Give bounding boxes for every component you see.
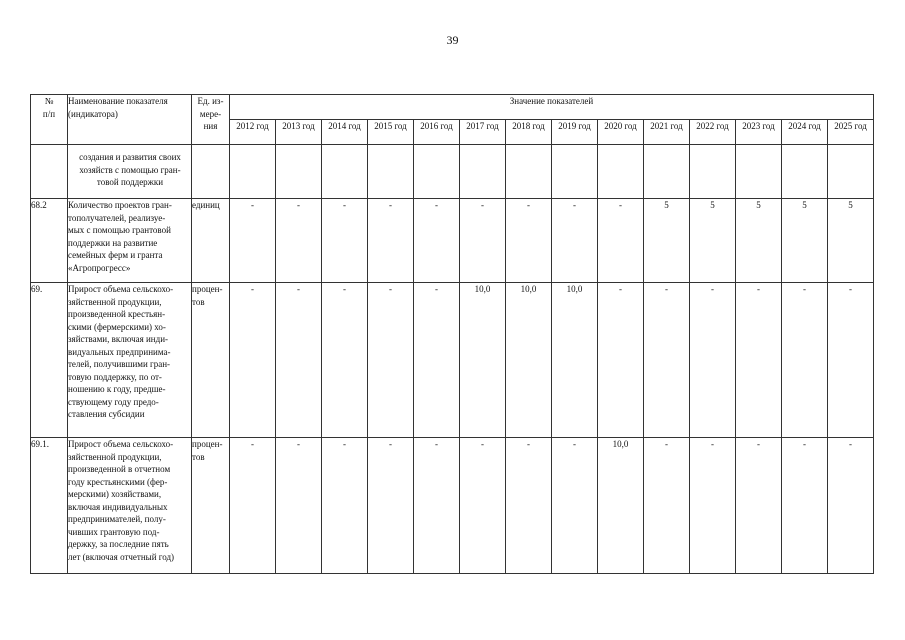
indicator-name-line: ствующему году предо- — [68, 396, 159, 407]
header-year: 2019 год — [552, 120, 598, 145]
indicator-name-line: ношению к году, предше- — [68, 384, 166, 394]
value-cell: - — [230, 283, 276, 438]
value-cell: - — [828, 438, 874, 574]
value-cell: - — [644, 438, 690, 574]
value-cell — [322, 145, 368, 199]
table-header-row — [31, 95, 874, 120]
page-number: 39 — [446, 33, 459, 47]
value-cell — [414, 145, 460, 199]
value-cell: - — [322, 438, 368, 574]
row-number — [31, 145, 68, 199]
value-cell — [460, 145, 506, 199]
indicator-name-line: лет (включая отчетный год) — [68, 551, 175, 562]
value-cell: 10,0 — [506, 283, 552, 438]
header-year: 2021 год — [644, 120, 690, 145]
table-row — [31, 145, 874, 199]
header-year: 2017 год — [460, 120, 506, 145]
value-cell: - — [598, 199, 644, 283]
row-number: 69.1. — [31, 438, 68, 574]
value-cell: - — [414, 283, 460, 438]
value-cell: - — [414, 438, 460, 574]
indicator-name-line: телей, получившими гран- — [68, 359, 171, 369]
header-year: 2018 год — [506, 120, 552, 145]
indicator-name-line: году крестьянскими (фер- — [68, 476, 168, 487]
indicator-name-line: мерскими) хозяйствами, — [68, 489, 162, 499]
header-year: 2013 год — [276, 120, 322, 145]
value-cell — [736, 145, 782, 199]
value-cell: 5 — [644, 199, 690, 283]
indicator-name-line: создания и развития своих — [79, 152, 181, 162]
value-cell — [690, 145, 736, 199]
indicator-name-line: видуальных предпринима- — [68, 346, 171, 357]
indicator-name-line: тополучателей, реализуе- — [68, 212, 166, 223]
value-cell: - — [276, 199, 322, 283]
indicator-name-line: зяйствами, включая инди- — [68, 334, 169, 344]
header-year: 2012 год — [230, 120, 276, 145]
row-number: 68.2 — [31, 199, 68, 283]
indicator-name-line: зяйственной продукции, — [68, 451, 162, 462]
header-number: № п/п — [31, 95, 68, 145]
indicator-name-line: поддержки на развитие — [68, 237, 158, 248]
value-cell — [644, 145, 690, 199]
value-cell: - — [460, 438, 506, 574]
indicators-table — [30, 94, 874, 574]
unit-line: тов — [192, 296, 205, 307]
value-cell: - — [690, 283, 736, 438]
row-number: 69. — [31, 283, 68, 438]
table-row — [31, 199, 874, 283]
unit-line: процен- — [192, 284, 223, 294]
unit-of-measure — [192, 199, 230, 283]
value-cell: 5 — [736, 199, 782, 283]
value-cell: - — [736, 438, 782, 574]
value-cell: - — [598, 283, 644, 438]
value-cell: - — [322, 199, 368, 283]
header-indicator-name: Наименование показателя (индикатора) — [68, 95, 192, 145]
header-year: 2016 год — [414, 120, 460, 145]
indicator-name — [68, 438, 192, 574]
value-cell: - — [414, 199, 460, 283]
indicator-name-line: Прирост объема сельскохо- — [68, 439, 174, 449]
indicator-name-line: «Агропрогресс» — [68, 262, 131, 273]
unit-of-measure — [192, 438, 230, 574]
indicator-name-line: держку, за последние пять — [68, 539, 169, 549]
value-cell: 10,0 — [552, 283, 598, 438]
value-cell — [276, 145, 322, 199]
value-cell: 10,0 — [460, 283, 506, 438]
indicator-name-line: семейных ферм и гранта — [68, 250, 163, 260]
indicator-name-line: ставления субсидии — [68, 409, 145, 419]
value-cell: - — [690, 438, 736, 574]
indicator-name-line: хозяйств с помощью гран- — [79, 164, 181, 175]
header-year: 2020 год — [598, 120, 644, 145]
value-cell: - — [368, 438, 414, 574]
header-year: 2023 год — [736, 120, 782, 145]
value-cell: - — [230, 199, 276, 283]
indicator-name — [68, 145, 192, 199]
value-cell: - — [322, 283, 368, 438]
value-cell — [552, 145, 598, 199]
indicator-name — [68, 283, 192, 438]
value-cell: - — [506, 199, 552, 283]
unit-line: процен- — [192, 439, 223, 449]
header-year: 2025 год — [828, 120, 874, 145]
indicator-name-line: предпринимателей, полу- — [68, 514, 166, 524]
unit-line: единиц — [192, 200, 220, 210]
value-cell: 10,0 — [598, 438, 644, 574]
header-year: 2015 год — [368, 120, 414, 145]
value-cell: - — [782, 438, 828, 574]
header-values-title: Значение показателей — [230, 95, 874, 120]
indicator-name-line: Прирост объема сельскохо- — [68, 284, 174, 294]
value-cell: - — [644, 283, 690, 438]
value-cell: - — [552, 438, 598, 574]
table-row — [31, 283, 874, 438]
value-cell: - — [460, 199, 506, 283]
value-cell — [828, 145, 874, 199]
unit-of-measure — [192, 283, 230, 438]
value-cell — [782, 145, 828, 199]
value-cell: - — [368, 283, 414, 438]
indicator-name-line: чивших грантовую под- — [68, 526, 160, 537]
indicator-name-line: произведенной крестьян- — [68, 309, 166, 319]
value-cell — [230, 145, 276, 199]
header-year: 2022 год — [690, 120, 736, 145]
indicator-name-line: зяйственной продукции, — [68, 296, 162, 307]
value-cell: 5 — [690, 199, 736, 283]
unit-line: тов — [192, 451, 205, 462]
header-year: 2014 год — [322, 120, 368, 145]
indicator-name-line: мых с помощью грантовой — [68, 225, 171, 235]
indicator-name-line: произведенной в отчетном — [68, 464, 171, 474]
value-cell: - — [782, 283, 828, 438]
value-cell: - — [828, 283, 874, 438]
indicator-name-line: Количество проектов гран- — [68, 200, 172, 210]
value-cell — [598, 145, 644, 199]
header-unit: Ед. из- мере- ния — [192, 95, 230, 145]
indicator-name-line: включая индивидуальных — [68, 501, 168, 512]
indicator-name-line: товой поддержки — [96, 177, 164, 187]
unit-of-measure — [192, 145, 230, 199]
value-cell: - — [368, 199, 414, 283]
indicator-name — [68, 199, 192, 283]
value-cell: 5 — [782, 199, 828, 283]
value-cell: - — [276, 438, 322, 574]
value-cell: - — [276, 283, 322, 438]
value-cell — [368, 145, 414, 199]
value-cell: - — [230, 438, 276, 574]
indicator-name-line: скими (фермерскими) хо- — [68, 321, 166, 332]
table-row — [31, 438, 874, 574]
value-cell: - — [552, 199, 598, 283]
value-cell: - — [736, 283, 782, 438]
value-cell: - — [506, 438, 552, 574]
header-year: 2024 год — [782, 120, 828, 145]
value-cell: 5 — [828, 199, 874, 283]
indicator-name-line: товую поддержку, по от- — [68, 371, 162, 382]
value-cell — [506, 145, 552, 199]
